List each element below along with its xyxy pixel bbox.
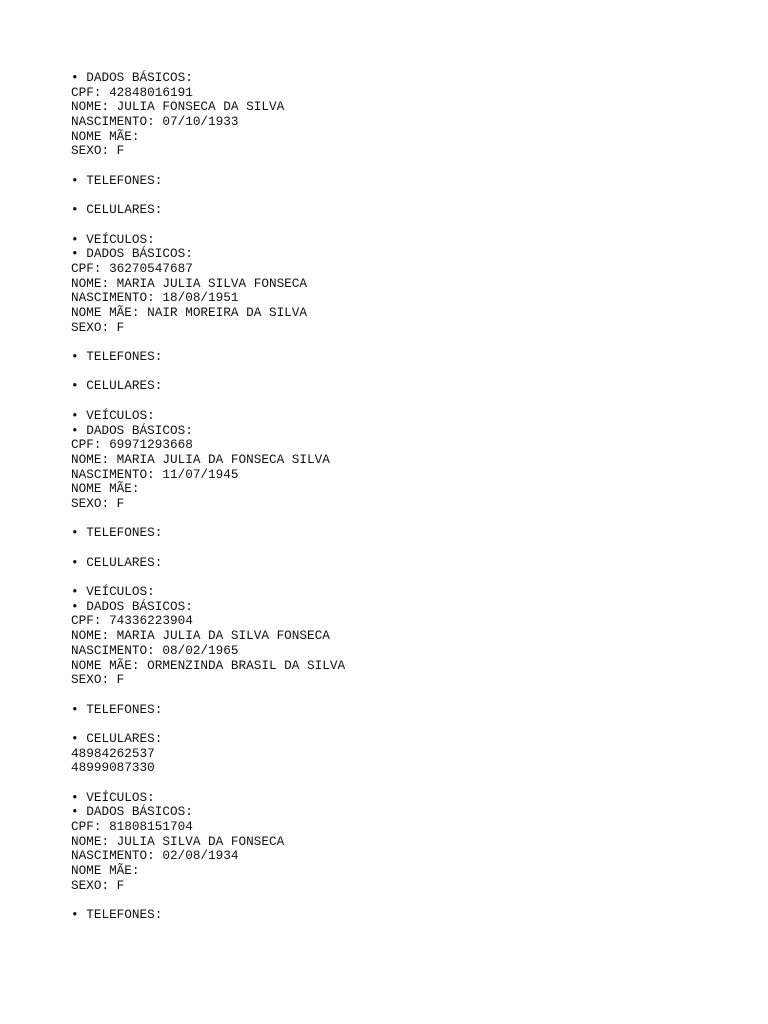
text-line <box>71 335 751 350</box>
text-line: • DADOS BÁSICOS: <box>71 422 193 438</box>
text-line: SEXO: F <box>71 672 125 688</box>
document-text <box>71 71 751 923</box>
text-line <box>71 189 751 204</box>
text-line: • VEÍCULOS: <box>71 231 155 247</box>
text-line: 48999087330 <box>71 760 155 776</box>
text-line: NOME: JULIA SILVA DA FONSECA <box>71 833 285 849</box>
text-line: SEXO: F <box>71 143 125 159</box>
text-line: NASCIMENTO: 11/07/1945 <box>71 466 239 482</box>
text-line: • CELULARES: <box>71 730 163 746</box>
text-line: SEXO: F <box>71 877 125 893</box>
text-line: • TELEFONES: <box>71 172 163 188</box>
text-line: NOME: MARIA JULIA DA SILVA FONSECA <box>71 628 330 644</box>
text-line: • CELULARES: <box>71 554 163 570</box>
text-line <box>71 570 751 585</box>
text-line: NOME MÃE: ORMENZINDA BRASIL DA SILVA <box>71 657 346 673</box>
text-line <box>71 541 751 556</box>
text-line: CPF: 81808151704 <box>71 819 193 835</box>
text-line: • TELEFONES: <box>71 907 163 923</box>
text-line <box>71 512 751 527</box>
text-line: CPF: 74336223904 <box>71 613 193 629</box>
text-line <box>71 218 751 233</box>
text-line: CPF: 69971293668 <box>71 437 193 453</box>
text-line <box>71 717 751 732</box>
text-line: NASCIMENTO: 07/10/1933 <box>71 114 239 130</box>
text-line: • VEÍCULOS: <box>71 407 155 423</box>
text-line <box>71 394 751 409</box>
text-line: NOME MÃE: <box>71 481 140 497</box>
text-line: • DADOS BÁSICOS: <box>71 246 193 262</box>
text-line: • CELULARES: <box>71 378 163 394</box>
text-line: • DADOS BÁSICOS: <box>71 70 193 85</box>
text-line: NOME: JULIA FONSECA DA SILVA <box>71 99 285 115</box>
text-line: • TELEFONES: <box>71 349 163 365</box>
text-line: NOME MÃE: NAIR MOREIRA DA SILVA <box>71 305 308 320</box>
text-line: CPF: 36270547687 <box>71 260 193 276</box>
text-line: NASCIMENTO: 02/08/1934 <box>71 848 239 864</box>
text-line: • DADOS BÁSICOS: <box>71 598 193 614</box>
text-line: • VEÍCULOS: <box>71 789 155 805</box>
text-line: NOME: MARIA JULIA SILVA FONSECA <box>71 275 308 291</box>
text-line: NOME: MARIA JULIA DA FONSECA SILVA <box>71 451 330 467</box>
text-line: SEXO: F <box>71 495 125 511</box>
text-line: • TELEFONES: <box>71 701 163 717</box>
text-line: • TELEFONES: <box>71 525 163 541</box>
text-line <box>71 894 751 909</box>
text-line: • CELULARES: <box>71 202 163 218</box>
text-line: 48984262537 <box>71 745 155 761</box>
text-line: NOME MÃE: <box>71 863 140 879</box>
text-line: NASCIMENTO: 18/08/1951 <box>71 290 239 306</box>
text-line: • DADOS BÁSICOS: <box>71 804 193 820</box>
text-line: NASCIMENTO: 08/02/1965 <box>71 642 239 658</box>
text-line <box>71 776 751 791</box>
text-line: • VEÍCULOS: <box>71 584 155 600</box>
text-line: NOME MÃE: <box>71 128 140 144</box>
text-line <box>71 688 751 703</box>
text-line: SEXO: F <box>71 319 125 335</box>
text-line: CPF: 42848016191 <box>71 84 193 100</box>
text-line <box>71 365 751 380</box>
text-line <box>71 159 751 174</box>
